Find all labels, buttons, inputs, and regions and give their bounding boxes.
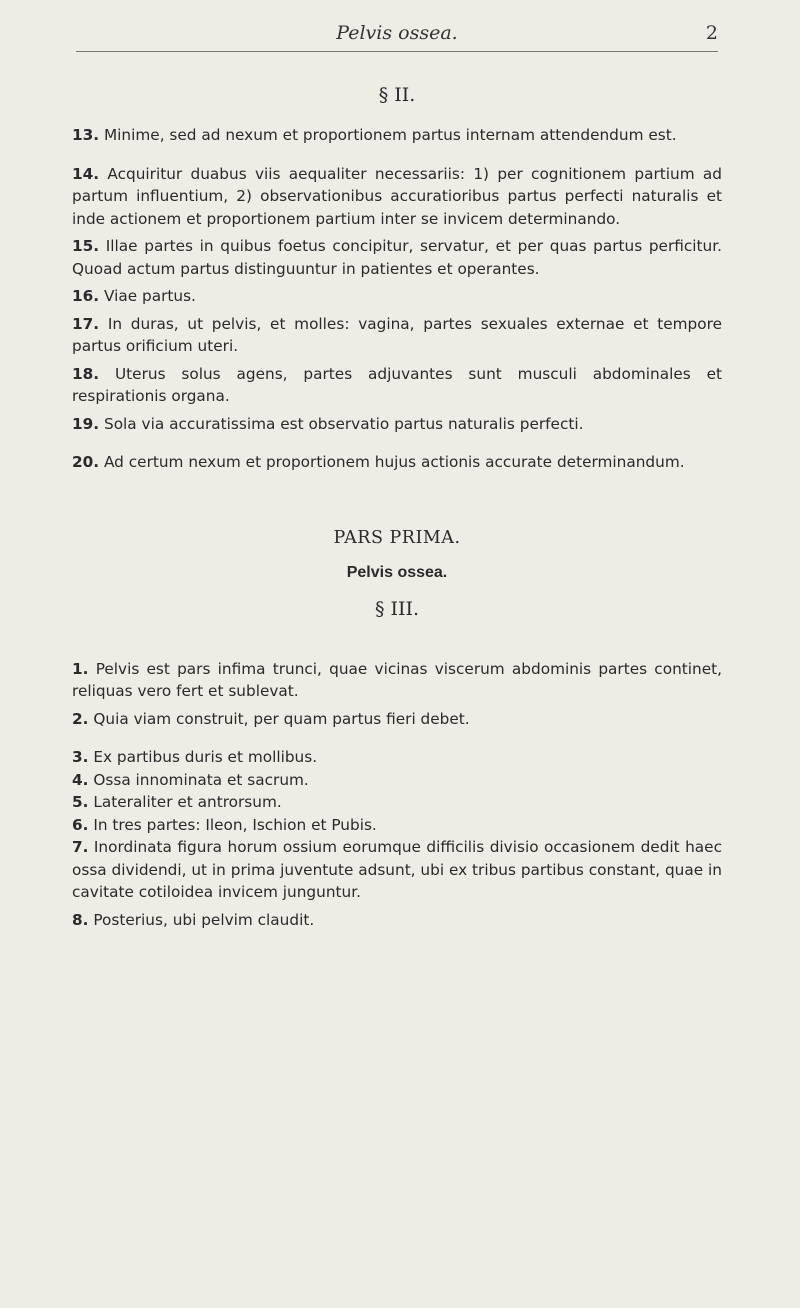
paragraph-16: 16. Viae partus. — [72, 287, 196, 305]
paragraph-1: 1. Pelvis est pars infima trunci, quae vicinas viscerum abdominis partes continet, reliquas vero fert et sublevat. — [72, 659, 722, 700]
paragraph-14: 14. Acquiritur duabus viis aequaliter necessariis: 1) per cognitionem partium ad partum influentium, 2) observationibus accuratioribus partus perfecti naturalis et inde actionem et proportionem partium inter se invicem determinando. — [72, 164, 722, 228]
paragraph-4: 4. Ossa innominata et sacrum. — [72, 770, 309, 789]
paragraph-2: 2. Quia viam construit, per quam partus fieri debet. — [72, 709, 470, 728]
section-mark-iii: § III. — [374, 597, 420, 620]
paragraph-5: 5. Lateraliter et antrorsum. — [72, 793, 282, 811]
page-body — [72, 84, 722, 931]
header-rule — [76, 51, 718, 52]
paragraph-17: 17. In duras, ut pelvis, et molles: vagina, partes sexuales externae et tempore partus orificium uteri. — [72, 314, 722, 355]
paragraph-8: 8. Posterius, ubi pelvim claudit. — [72, 910, 315, 929]
paragraph-19: 19. Sola via accuratissima est observatio partus naturalis perfecti. — [72, 414, 584, 433]
paragraph-15: 15. Illae partes in quibus foetus concipitur, servatur, et per quas partus perficitur. Quoad actum partus distinguuntur in patientes et operantes. — [72, 237, 722, 278]
paragraph-6: 6. In tres partes: Ileon, Ischion et Pubis. — [72, 815, 377, 834]
paragraph-7: 7. Inordinata figura horum ossium eorumque difficilis divisio occasionem dedit haec ossa dividendi, ut in prima juventute adsunt, ubi ex tribus partibus constant, quae in cavitate cotiloidea invicem junguntur. — [72, 838, 722, 901]
part-title: PARS PRIMA. — [333, 527, 461, 548]
paragraph-13: 13. Minime, sed ad nexum et proportionem partus internam attendendum est. — [72, 126, 677, 144]
paragraph-18: 18. Uterus solus agens, partes adjuvantes sunt musculi abdominales et respirationis organa. — [72, 364, 722, 405]
paragraph-20: 20. Ad certum nexum et proportionem hujus actionis accurate determinandum. — [72, 453, 685, 471]
paragraph-3: 3. Ex partibus duris et mollibus. — [72, 748, 318, 766]
page-number: 2 — [705, 22, 718, 44]
running-title: Pelvis ossea. — [336, 22, 458, 44]
section-mark-ii: § II. — [378, 84, 416, 106]
page-header — [76, 22, 718, 52]
part-subtitle: Pelvis ossea. — [346, 563, 448, 581]
